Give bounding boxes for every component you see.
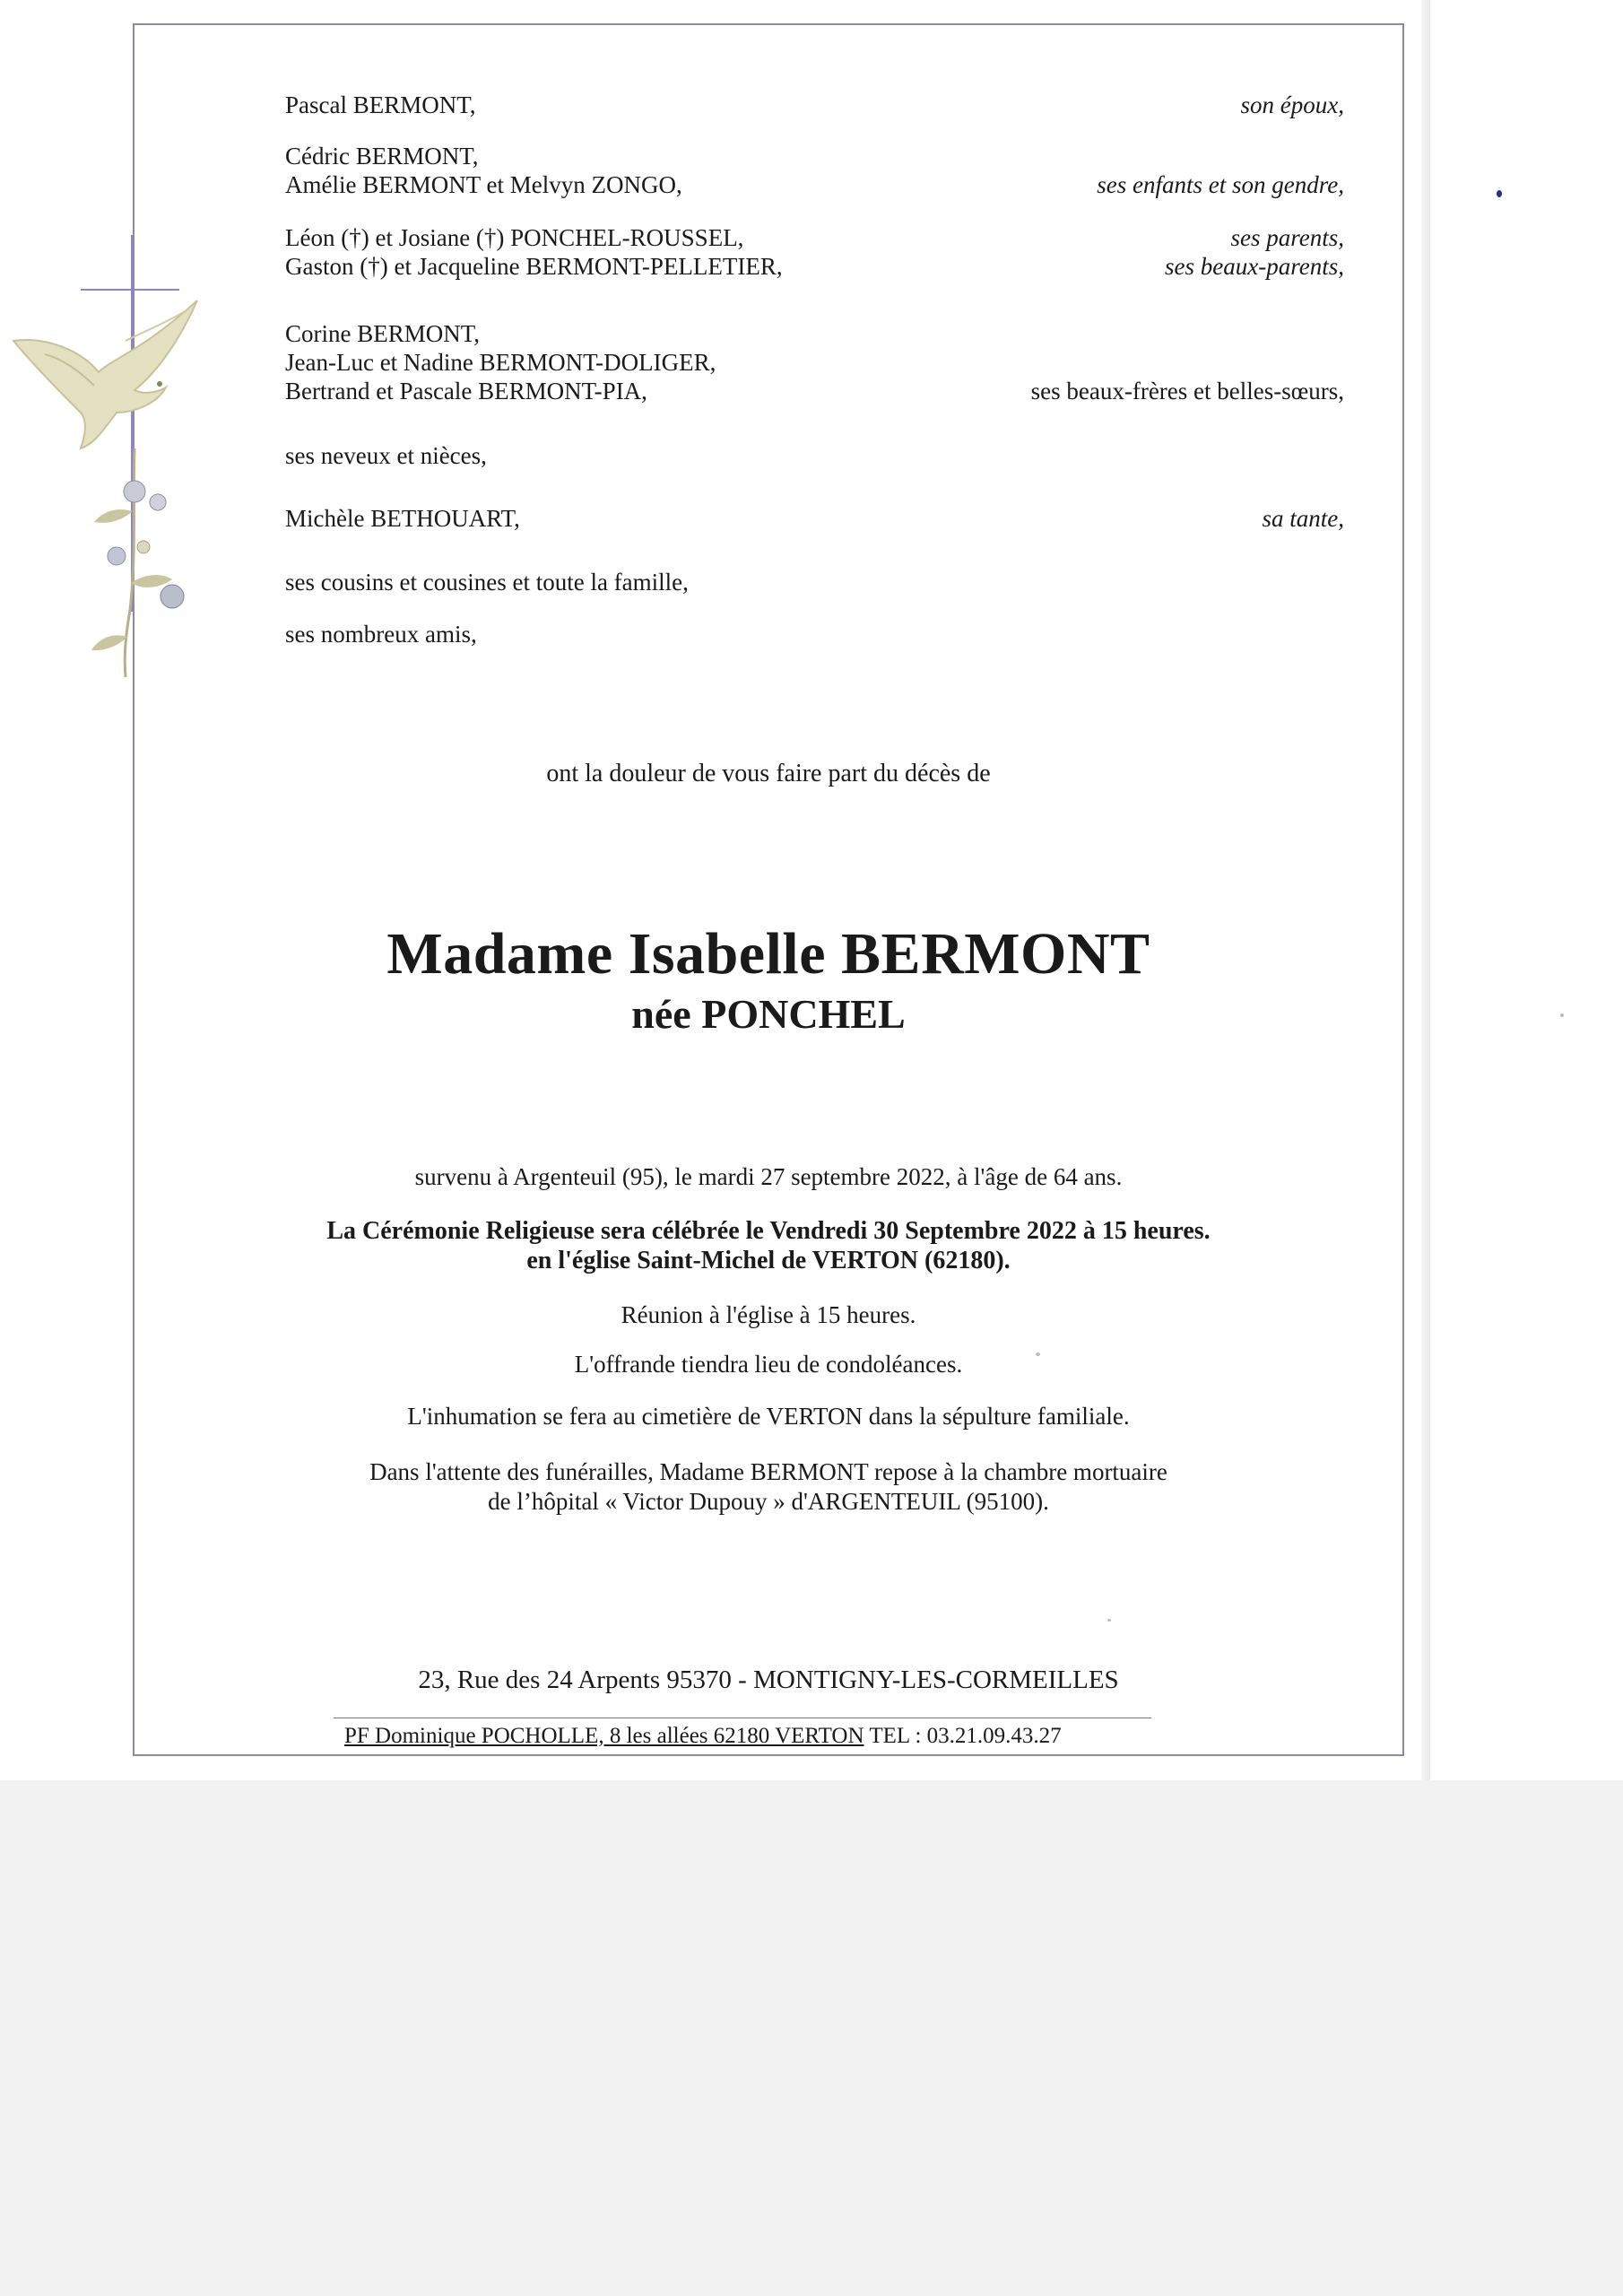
family-address: 23, Rue des 24 Arpents 95370 - MONTIGNY-LES-CORMEILLES	[418, 1665, 1119, 1694]
family-children-line-2: Amélie BERMONT et Melvyn ZONGO,	[285, 171, 682, 198]
repose-line-1: Dans l'attente des funérailles, Madame BERMONT repose à la chambre mortuaire	[369, 1458, 1167, 1485]
family-siblings-line-3: Bertrand et Pascale BERMONT-PIA,	[285, 378, 647, 404]
family-children-line-1: Cédric BERMONT,	[285, 143, 479, 170]
offering-info: L'offrande tiendra lieu de condoléances.	[574, 1351, 963, 1378]
flower-stem-icon	[91, 448, 184, 677]
death-details: survenu à Argenteuil (95), le mardi 27 septembre 2022, à l'âge de 64 ans.	[414, 1163, 1123, 1190]
meeting-info: Réunion à l'église à 15 heures.	[621, 1301, 916, 1328]
family-inlaws: Gaston (†) et Jacqueline BERMONT-PELLETIER,	[285, 253, 783, 280]
dove-icon	[13, 300, 197, 448]
family-parents: Léon (†) et Josiane (†) PONCHEL-ROUSSEL,	[285, 224, 744, 251]
family-siblings-line-1: Corine BERMONT,	[285, 320, 480, 347]
scan-speck	[1560, 1013, 1564, 1017]
family-aunt-relation: sa tante,	[1262, 505, 1344, 532]
ceremony-line-1: La Cérémonie Religieuse sera célébrée le Vendredi 30 Septembre 2022 à 15 heures.	[326, 1217, 1211, 1245]
family-aunt-name: Michèle BETHOUART,	[285, 505, 520, 532]
family-children-relation: ses enfants et son gendre,	[1097, 171, 1344, 198]
ceremony-line-2: en l'église Saint-Michel de VERTON (62180).	[526, 1247, 1011, 1274]
deceased-maiden-name: née PONCHEL	[631, 991, 906, 1037]
page-edge-shadow	[1421, 0, 1430, 1780]
scan-background	[0, 1780, 1623, 2296]
funeral-home-name: PF Dominique POCHOLLE, 8 les allées 62180 VERTON	[344, 1724, 864, 1748]
burial-info: L'inhumation se fera au cimetière de VERTON dans la sépulture familiale.	[407, 1403, 1130, 1430]
repose-line-2: de l’hôpital « Victor Dupouy » d'ARGENTEUIL (95100).	[488, 1488, 1049, 1515]
ink-speck	[1497, 190, 1502, 197]
deceased-name: Madame Isabelle BERMONT	[386, 921, 1150, 987]
family-inlaws-relation: ses beaux-parents,	[1165, 253, 1344, 280]
family-spouse-name: Pascal BERMONT,	[285, 91, 476, 118]
funeral-home-phone: TEL : 03.21.09.43.27	[869, 1724, 1062, 1748]
funeral-home-footer	[344, 1723, 1062, 1750]
family-nephews: ses neveux et nièces,	[285, 442, 487, 469]
family-friends: ses nombreux amis,	[285, 621, 477, 648]
scan-speck	[1107, 1619, 1111, 1622]
family-spouse-relation: son époux,	[1240, 91, 1344, 118]
family-parents-relation: ses parents,	[1230, 224, 1344, 251]
announcement-text: ont la douleur de vous faire part du décès de	[546, 760, 991, 787]
family-siblings-line-2: Jean-Luc et Nadine BERMONT-DOLIGER,	[285, 349, 716, 376]
dove-and-flowers-ornament	[9, 287, 215, 682]
family-cousins: ses cousins et cousines et toute la famille,	[285, 569, 689, 596]
family-siblings-relation: ses beaux-frères et belles-sœurs,	[1030, 378, 1344, 404]
